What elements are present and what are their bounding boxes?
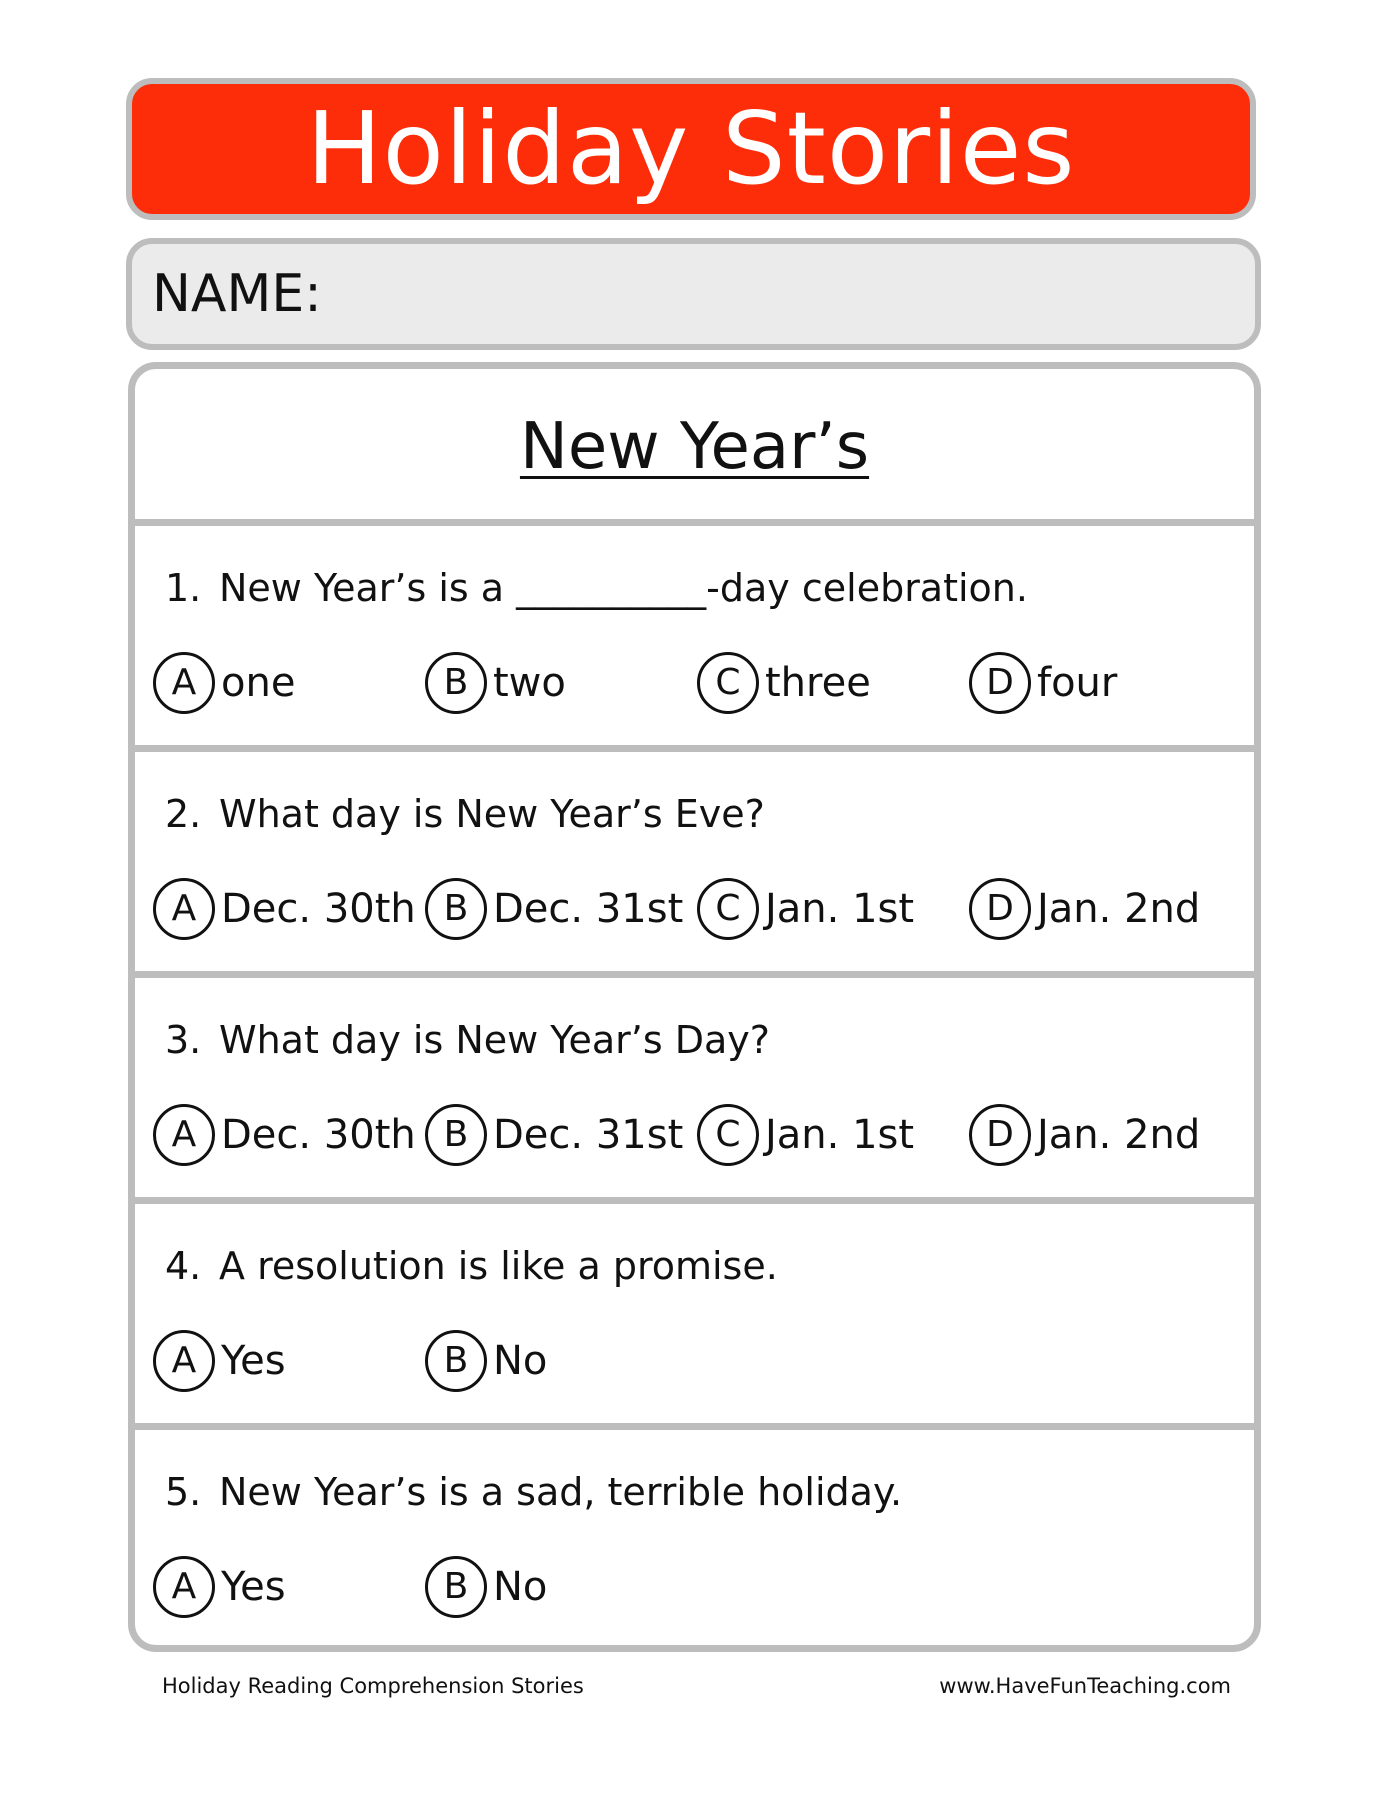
question-1	[135, 526, 1254, 752]
option-label: Jan. 2nd	[1037, 1112, 1201, 1158]
option-a[interactable]	[153, 1556, 286, 1618]
name-label: NAME:	[152, 264, 322, 324]
question-text	[165, 566, 1028, 610]
answer-options	[153, 652, 1253, 724]
option-c[interactable]	[697, 1104, 914, 1166]
option-b[interactable]	[425, 1556, 547, 1618]
option-bubble[interactable]: B	[425, 1330, 487, 1392]
option-label: Dec. 30th	[221, 1112, 416, 1158]
option-bubble[interactable]: A	[153, 1556, 215, 1618]
question-number: 5.	[165, 1470, 202, 1514]
answer-options	[153, 1556, 1253, 1628]
option-label: one	[221, 660, 296, 706]
option-d[interactable]	[969, 652, 1117, 714]
option-a[interactable]	[153, 878, 416, 940]
option-label: Dec. 31st	[493, 886, 684, 932]
question-number: 1.	[165, 566, 202, 610]
question-2	[135, 752, 1254, 978]
question-number: 3.	[165, 1018, 202, 1062]
footer-website-link[interactable]: www.HaveFunTeaching.com	[939, 1674, 1231, 1698]
footer-series-title: Holiday Reading Comprehension Stories	[162, 1674, 584, 1698]
story-title: New Year’s	[519, 410, 870, 484]
question-text	[165, 1470, 902, 1514]
option-b[interactable]	[425, 1330, 547, 1392]
question-5	[135, 1430, 1254, 1652]
option-d[interactable]	[969, 878, 1200, 940]
option-bubble[interactable]: D	[969, 652, 1031, 714]
option-bubble[interactable]: C	[697, 1104, 759, 1166]
option-b[interactable]	[425, 1104, 683, 1166]
option-bubble[interactable]: B	[425, 1104, 487, 1166]
option-bubble[interactable]: A	[153, 878, 215, 940]
option-bubble[interactable]: B	[425, 878, 487, 940]
option-b[interactable]	[425, 652, 566, 714]
question-prompt: New Year’s is a __________-day celebration.	[219, 566, 1028, 610]
option-bubble[interactable]: C	[697, 878, 759, 940]
option-label: Yes	[221, 1564, 286, 1610]
question-prompt: New Year’s is a sad, terrible holiday.	[219, 1470, 903, 1514]
option-c[interactable]	[697, 652, 871, 714]
worksheet-title: Holiday Stories	[306, 90, 1076, 207]
question-prompt: A resolution is like a promise.	[219, 1244, 778, 1288]
option-bubble[interactable]: D	[969, 878, 1031, 940]
question-text	[165, 1244, 778, 1288]
option-bubble[interactable]: C	[697, 652, 759, 714]
option-label: Dec. 30th	[221, 886, 416, 932]
option-label: Jan. 1st	[765, 1112, 915, 1158]
option-label: Dec. 31st	[493, 1112, 684, 1158]
option-c[interactable]	[697, 878, 914, 940]
option-label: four	[1037, 660, 1118, 706]
story-header	[135, 369, 1254, 526]
option-bubble[interactable]: A	[153, 1330, 215, 1392]
question-number: 4.	[165, 1244, 202, 1288]
option-bubble[interactable]: A	[153, 652, 215, 714]
question-text	[165, 1018, 770, 1062]
answer-options	[153, 1104, 1253, 1176]
option-a[interactable]	[153, 1330, 286, 1392]
title-banner	[126, 78, 1256, 220]
question-4	[135, 1204, 1254, 1430]
answer-options	[153, 878, 1253, 950]
question-prompt: What day is New Year’s Eve?	[219, 792, 765, 836]
question-text	[165, 792, 765, 836]
question-prompt: What day is New Year’s Day?	[219, 1018, 770, 1062]
option-d[interactable]	[969, 1104, 1200, 1166]
question-number: 2.	[165, 792, 202, 836]
option-label: three	[765, 660, 871, 706]
name-field[interactable]	[126, 238, 1261, 350]
answer-options	[153, 1330, 1253, 1402]
option-bubble[interactable]: B	[425, 652, 487, 714]
option-label: two	[493, 660, 566, 706]
quiz-panel	[128, 362, 1261, 1652]
option-a[interactable]	[153, 1104, 416, 1166]
option-label: Yes	[221, 1338, 286, 1384]
option-a[interactable]	[153, 652, 295, 714]
question-3	[135, 978, 1254, 1204]
option-bubble[interactable]: D	[969, 1104, 1031, 1166]
option-b[interactable]	[425, 878, 683, 940]
option-bubble[interactable]: B	[425, 1556, 487, 1618]
option-label: No	[493, 1338, 548, 1384]
option-bubble[interactable]: A	[153, 1104, 215, 1166]
option-label: Jan. 1st	[765, 886, 915, 932]
option-label: Jan. 2nd	[1037, 886, 1201, 932]
option-label: No	[493, 1564, 548, 1610]
